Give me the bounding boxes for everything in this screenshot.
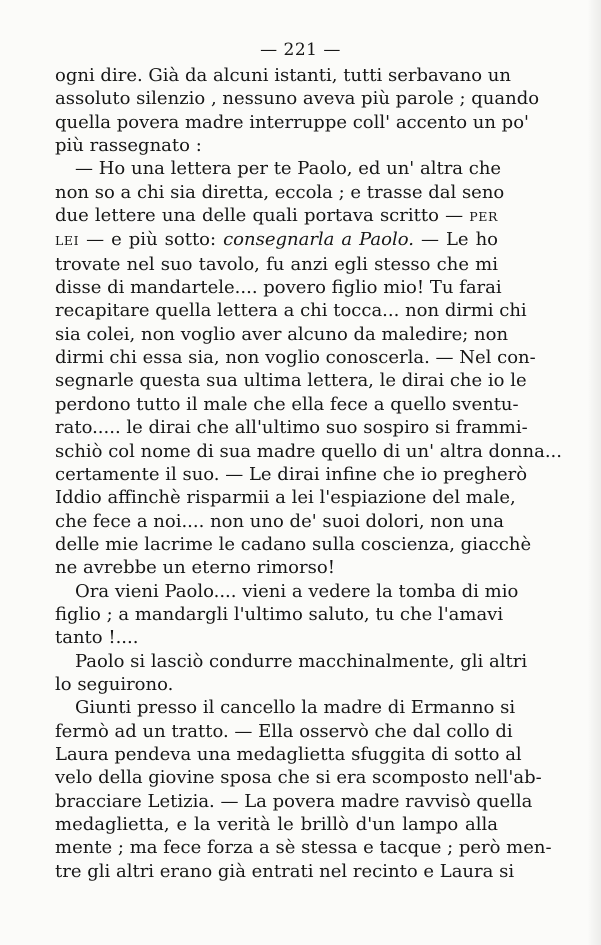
text-run: recapitare quella lettera a chi tocca... non dirmi chi — [55, 300, 527, 322]
text-run: non so a chi sia diretta, eccola ; e trasse dal seno — [55, 181, 505, 203]
text-run: segnarle questa sua ultima lettera, le dirai che io le — [55, 370, 527, 392]
text-line — [55, 790, 533, 813]
page-number: — 221 — — [260, 40, 341, 60]
text-run: Paolo si lasciò condurre macchinalmente, gli altri — [75, 650, 528, 672]
text-line — [55, 181, 505, 204]
text-run: perdono tutto il male che ella fece a quello sventu- — [55, 393, 519, 415]
text-line — [55, 369, 527, 392]
text-run: certamente il suo. — Le dirai infine che io pregherò — [55, 463, 528, 485]
text-line — [55, 87, 540, 110]
text-line — [55, 253, 498, 276]
text-line — [55, 486, 516, 509]
text-run: delle mie lacrime le cadano sulla coscienza, giacchè — [55, 533, 532, 555]
text-run: — e più sotto: — [79, 229, 224, 251]
text-run: assoluto silenzio , nessuno aveva più parole ; quando — [55, 88, 540, 110]
text-line — [55, 111, 529, 134]
text-run: schiò col nome di sua madre quello di un' altra donna... — [55, 440, 562, 462]
text-line — [55, 64, 511, 87]
text-line — [55, 134, 498, 157]
text-run: tre gli altri erano già entrati nel recinto e Laura si — [55, 860, 515, 882]
text-line — [55, 720, 513, 743]
text-run: più rassegnato : — [55, 135, 202, 157]
small-caps-text: LEI — [55, 233, 80, 249]
text-line — [55, 580, 519, 603]
text-line — [55, 533, 532, 556]
text-line — [55, 204, 498, 228]
text-line — [55, 860, 515, 883]
text-run: figlio ; a mandargli l'ultimo saluto, tu che l'amavi — [55, 603, 504, 625]
text-run: tanto !.... — [55, 627, 139, 649]
text-line — [55, 626, 498, 649]
page-edge-shadow — [587, 0, 601, 945]
text-run: mente ; ma fece forza a sè stessa e tacque ; però men- — [55, 837, 552, 859]
text-line — [55, 276, 502, 299]
italic-text: consegnarla a Paolo. — [223, 229, 414, 251]
text-run: lo seguirono. — [55, 673, 174, 695]
text-run: ogni dire. Già da alcuni istanti, tutti serbavano un — [55, 65, 511, 86]
text-line — [55, 766, 542, 789]
text-line — [55, 696, 516, 719]
text-line — [55, 393, 519, 416]
text-line — [55, 416, 528, 439]
text-run: disse di mandartele.... povero figlio mio! Tu farai — [55, 277, 502, 299]
text-run: Iddio affinchè risparmii a lei l'espiazione del male, — [55, 487, 516, 509]
text-line — [55, 346, 536, 369]
text-line — [55, 510, 504, 533]
text-run: Ora vieni Paolo.... vieni a vedere la tomba di mio — [75, 580, 519, 602]
text-line — [55, 603, 504, 626]
text-line — [55, 650, 528, 673]
text-run: Giunti presso il cancello la madre di Ermanno si — [75, 697, 516, 719]
text-line — [55, 836, 552, 859]
text-run: due lettere una delle quali portava scritto — — [55, 205, 470, 227]
text-line — [55, 556, 498, 579]
text-run: velo della giovine sposa che si era scomposto nell'ab- — [55, 767, 542, 789]
text-run: Laura pendeva una medaglietta sfuggita di sotto al — [55, 743, 522, 765]
text-run: fermò ad un tratto. — Ella osservò che dal collo di — [55, 720, 513, 742]
text-line — [55, 440, 562, 463]
text-line — [55, 299, 527, 322]
text-line — [55, 673, 498, 696]
text-run: medaglietta, e la verità le brillò d'un lampo alla — [55, 814, 498, 835]
text-line — [55, 743, 522, 766]
text-run: bracciare Letizia. — La povera madre ravvisò quella — [55, 790, 533, 812]
text-line — [55, 323, 509, 346]
body-text — [55, 64, 562, 883]
text-run: dirmi chi essa sia, non voglio conoscerla. — Nel con- — [55, 347, 536, 369]
text-run: — Le ho — [414, 229, 498, 251]
text-line — [55, 157, 502, 180]
text-run: ne avrebbe un eterno rimorso! — [55, 557, 335, 579]
text-run: sia colei, non voglio aver alcuno da maledire; non — [55, 323, 509, 345]
small-caps-text: PER — [469, 209, 498, 225]
text-line — [55, 463, 528, 486]
text-line — [55, 228, 498, 252]
text-run: rato..... le dirai che all'ultimo suo sospiro si frammi- — [55, 417, 528, 439]
text-run: trovate nel suo tavolo, fu anzi egli stesso che mi — [55, 253, 498, 275]
text-run: — Ho una lettera per te Paolo, ed un' altra che — [75, 158, 502, 180]
text-run: quella povera madre interruppe coll' accento un po' — [55, 111, 529, 133]
text-line — [55, 813, 498, 836]
text-run: che fece a noi.... non uno de' suoi dolori, non una — [55, 510, 504, 532]
